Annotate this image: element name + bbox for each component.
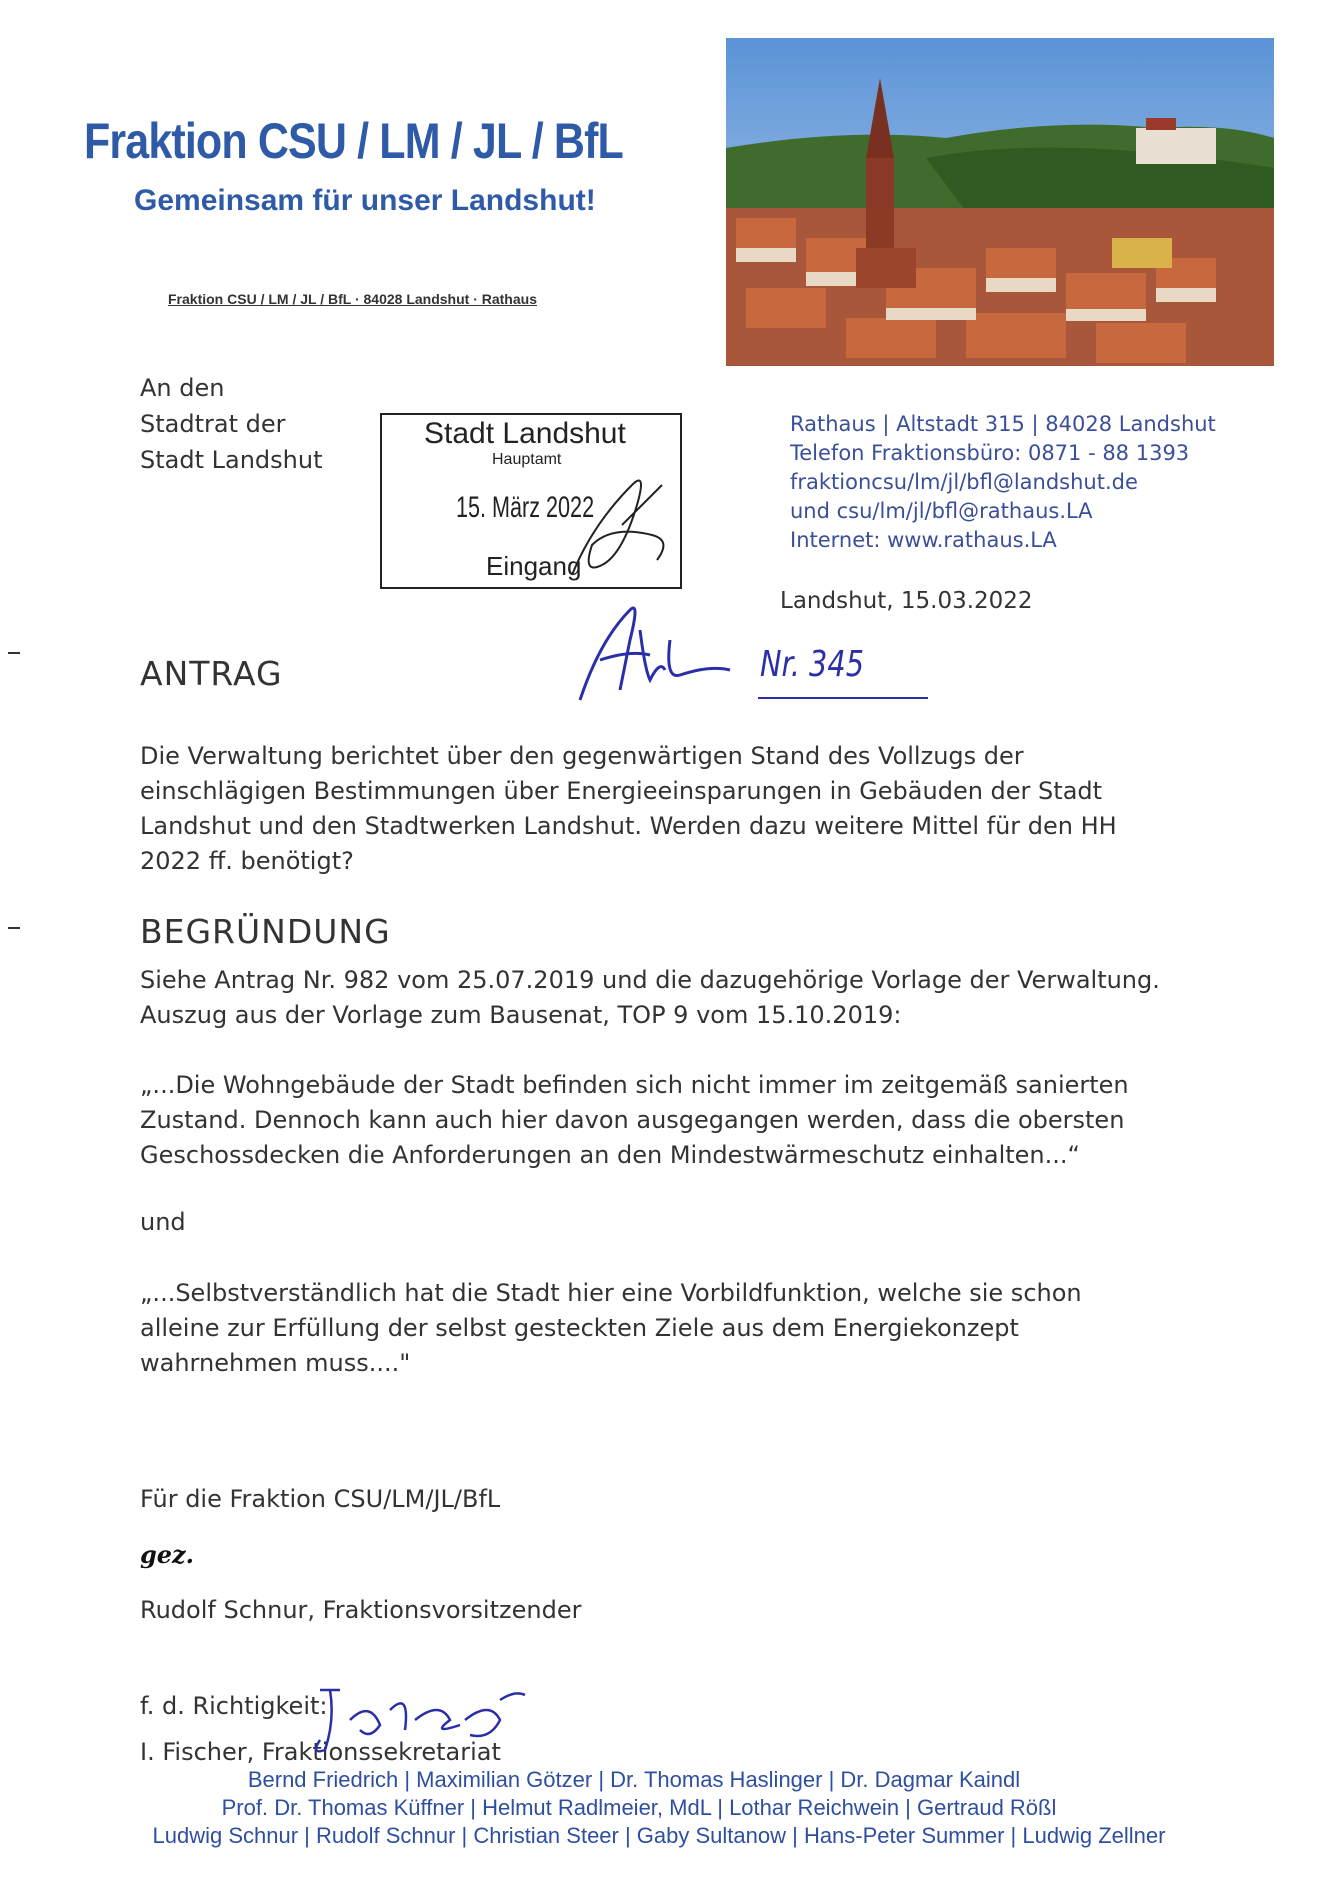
contact-email-alt: und csu/lm/jl/bfl@rathaus.LA [790, 499, 1093, 523]
contact-website: Internet: www.rathaus.LA [790, 528, 1057, 552]
handwritten-number: Nr. 345 [760, 644, 865, 685]
correctness-label: f. d. Richtigkeit: [140, 1692, 328, 1720]
quote-1: „...Die Wohngebäude der Stadt befinden sich nicht immer im zeitgemäß sanierten Zustand. Dennoch kann auch hier davon ausgegangen werden, dass die obersten Geschossdecken die Anforderungen an den Mindestwärmeschutz einhalten...“ [140, 1071, 1129, 1169]
stamp-title: Stadt Landshut [424, 417, 626, 450]
recipient-line: An den [140, 374, 225, 402]
received-stamp [380, 413, 682, 589]
gez-mark: gez. [140, 1540, 195, 1569]
conjunction: und [140, 1208, 186, 1236]
city-photo-illustration [726, 38, 1274, 366]
members-list [0, 1766, 1318, 1850]
contact-phone: Telefon Fraktionsbüro: 0871 - 88 1393 [790, 441, 1190, 465]
stamp-label: Eingang [486, 551, 582, 581]
begruendung-heading: BEGRÜNDUNG [140, 912, 391, 951]
members-line: Bernd Friedrich | Maximilian Götzer | Dr. Thomas Haslinger | Dr. Dagmar Kaindl [247, 1767, 1021, 1792]
stamp-initials-signature [562, 465, 682, 585]
margin-mark [8, 652, 20, 654]
contact-address: Rathaus | Altstadt 315 | 84028 Landshut [790, 412, 1216, 436]
party-slogan: Gemeinsam für unser Landshut! [134, 184, 596, 217]
return-address: Fraktion CSU / LM / JL / BfL · 84028 Landshut · Rathaus [168, 291, 537, 307]
members-line: Prof. Dr. Thomas Küffner | Helmut Radlmeier, MdL | Lothar Reichwein | Gertraud Rößl [221, 1795, 1057, 1820]
begruendung-intro [140, 963, 1200, 1033]
recipient-line: Stadt Landshut [140, 446, 323, 474]
contact-email: fraktioncsu/lm/jl/bfl@landshut.de [790, 470, 1138, 494]
contact-block [790, 410, 1216, 555]
members-line: Ludwig Schnur | Rudolf Schnur | Christian Steer | Gaby Sultanow | Hans-Peter Summer | Ludwig Zellner [152, 1823, 1166, 1848]
stamp-subtitle: Hauptamt [492, 451, 562, 468]
begruendung-line: Siehe Antrag Nr. 982 vom 25.07.2019 und die dazugehörige Vorlage der Verwaltung. [140, 966, 1160, 994]
party-name: Fraktion CSU / LM / JL / BfL [84, 113, 623, 169]
handwritten-underline [758, 697, 928, 699]
signer-name: Rudolf Schnur, Fraktionsvorsitzender [140, 1596, 582, 1624]
stamp-date: 15. März 2022 [456, 491, 595, 524]
closing-for-line: Für die Fraktion CSU/LM/JL/BfL [140, 1485, 501, 1513]
quote-2: „...Selbstverständlich hat die Stadt hier eine Vorbildfunktion, welche sie schon alleine zur Erfüllung der selbst gesteckten Ziele aus dem Energiekonzept wahrnehmen muss...." [140, 1279, 1082, 1377]
begruendung-line: Auszug aus der Vorlage zum Bausenat, TOP 9 vom 15.10.2019: [140, 1001, 902, 1029]
secretary-name: I. Fischer, Fraktionssekretariat [140, 1738, 501, 1766]
margin-mark [8, 927, 20, 929]
antrag-text: Die Verwaltung berichtet über den gegenwärtigen Stand des Vollzugs der einschlägigen Bestimmungen über Energieeinsparungen in Gebäuden der Stadt Landshut und den Stadtwerken Landshut. Werden dazu weitere Mittel für den HH 2022 ff. benötigt? [140, 742, 1117, 875]
handwritten-signature [300, 1680, 530, 1760]
handwritten-initials [570, 600, 740, 710]
document-date: Landshut, 15.03.2022 [780, 588, 1033, 614]
antrag-heading: ANTRAG [140, 654, 283, 693]
city-photo [726, 38, 1274, 366]
recipient-address [140, 370, 322, 478]
recipient-line: Stadtrat der [140, 410, 286, 438]
